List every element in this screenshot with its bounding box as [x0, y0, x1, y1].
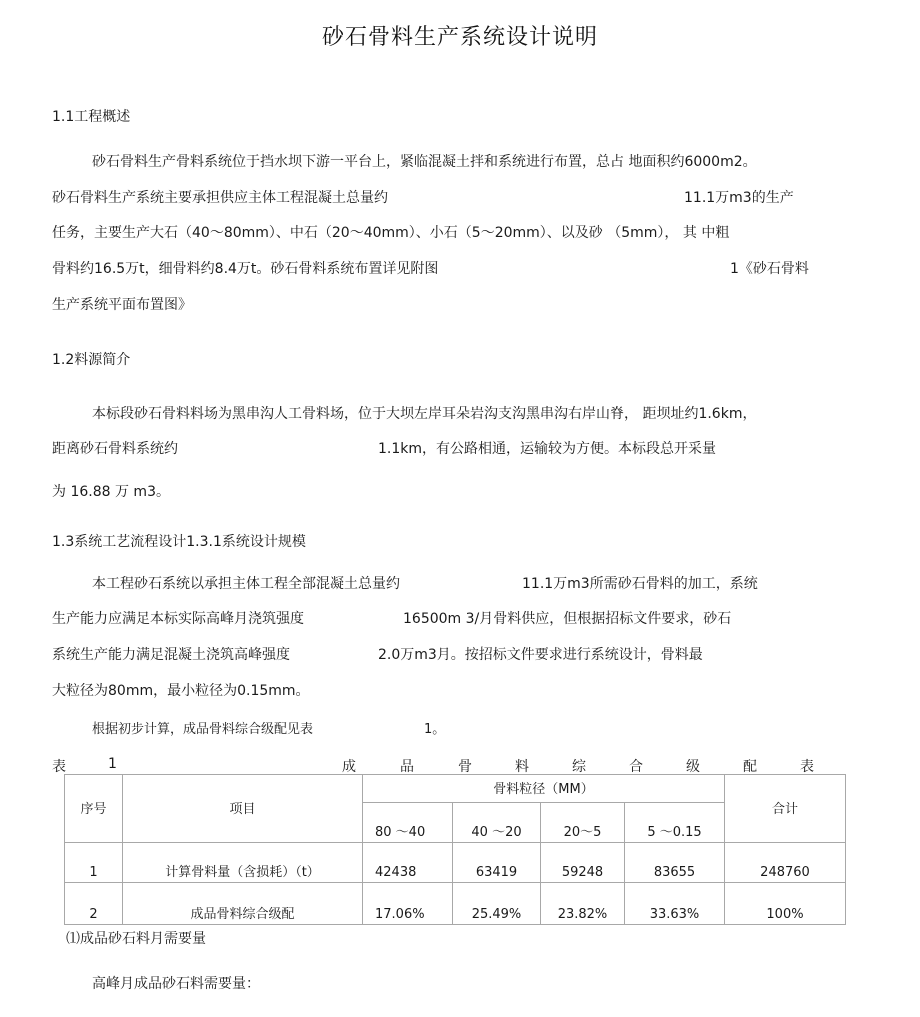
caption-char: 综 — [572, 759, 586, 775]
cell-value: 23.82% — [541, 883, 625, 925]
paragraph-line: 2.0万m3月。按招标文件要求进行系统设计，骨料最 — [378, 647, 703, 663]
table-caption — [0, 756, 920, 776]
paragraph-line: 根据初步计算，成品骨料综合级配见表 — [92, 722, 314, 737]
paragraph-line: 1.1km，有公路相通，运输较为方便。本标段总开采量 — [378, 441, 717, 457]
cell-seq: 2 — [65, 883, 123, 925]
cell-value: 42438 — [363, 843, 453, 883]
caption-char: 配 — [743, 759, 757, 775]
caption-char: 成 — [342, 759, 356, 775]
cell-total: 248760 — [725, 843, 846, 883]
caption-number: 1 — [108, 756, 117, 772]
paragraph-line: 距离砂石骨料系统约 — [52, 441, 178, 457]
paragraph-line: 1《砂石骨料 — [730, 261, 809, 277]
table-row — [65, 843, 846, 883]
cell-value: 17.06% — [363, 883, 453, 925]
header-size: 5 ～0.15 — [625, 803, 725, 843]
paragraph-line: 生产系统平面布置图》 — [52, 297, 192, 313]
header-size: 40 ～20 — [453, 803, 541, 843]
caption-char: 料 — [515, 759, 529, 775]
paragraph-line: 高峰月成品砂石料需要量： — [92, 976, 260, 992]
paragraph-line: 砂石骨料生产骨料系统位于挡水坝下游一平台上，紧临混凝土拌和系统进行布置，总占 地面积约6000m2。 — [92, 154, 757, 170]
cell-total: 100% — [725, 883, 846, 925]
header-size: 80 ～40 — [363, 803, 453, 843]
cell-value: 83655 — [625, 843, 725, 883]
cell-seq: 1 — [65, 843, 123, 883]
caption-char: 骨 — [458, 759, 472, 775]
document-title: 砂石骨料生产系统设计说明 — [321, 25, 598, 50]
caption-char: 合 — [629, 759, 643, 775]
paragraph-line: 本标段砂石骨料料场为黑串沟人工骨料场，位于大坝左岸耳朵岩沟支沟黑串沟右岸山脊， 距坝址约1.6km， — [92, 406, 757, 422]
cell-item: 计算骨料量（含损耗）（t） — [123, 843, 363, 883]
paragraph-line: 11.1万m3所需砂石骨料的加工，系统 — [522, 576, 758, 592]
section-heading-1-2: 1.2料源简介 — [52, 352, 131, 368]
header-size: 20～5 — [541, 803, 625, 843]
cell-value: 33.63% — [625, 883, 725, 925]
header-total: 合计 — [725, 775, 846, 843]
gradation-table — [64, 774, 846, 925]
paragraph-line: 本工程砂石系统以承担主体工程全部混凝土总量约 — [92, 576, 400, 592]
paragraph-line: 骨料约16.5万t，细骨料约8.4万t。砂石骨料系统布置详见附图 — [52, 261, 439, 277]
cell-value: 59248 — [541, 843, 625, 883]
paragraph-line: 11.1万m3的生产 — [684, 190, 794, 206]
section-heading-1-1: 1.1工程概述 — [52, 109, 131, 125]
paragraph-line: 16500m 3/月骨料供应，但根据招标文件要求，砂石 — [403, 611, 732, 627]
header-seq: 序号 — [65, 775, 123, 843]
caption-char: 品 — [400, 759, 414, 775]
table-row — [65, 883, 846, 925]
paragraph-line: 系统生产能力满足混凝土浇筑高峰强度 — [52, 647, 290, 663]
caption-char: 级 — [686, 759, 700, 775]
caption-char: 表 — [800, 759, 814, 775]
subsection-heading: ⑴成品砂石料月需要量 — [66, 931, 206, 947]
paragraph-line: 任务，主要生产大石（40～80mm）、中石（20～40mm）、小石（5～20mm）、以及砂 （5mm）， 其 中粗 — [52, 225, 730, 241]
header-size-group: 骨料粒径（MM） — [363, 775, 725, 803]
cell-value: 25.49% — [453, 883, 541, 925]
caption-label: 表 — [52, 759, 66, 775]
paragraph-line: 1。 — [424, 722, 446, 737]
paragraph-line: 大粒径为80mm，最小粒径为0.15mm。 — [52, 683, 310, 699]
paragraph-line: 生产能力应满足本标实际高峰月浇筑强度 — [52, 611, 304, 627]
paragraph-line: 为 16.88 万 m3。 — [52, 484, 170, 500]
cell-item: 成品骨料综合级配 — [123, 883, 363, 925]
cell-value: 63419 — [453, 843, 541, 883]
header-item: 项目 — [123, 775, 363, 843]
paragraph-line: 砂石骨料生产系统主要承担供应主体工程混凝土总量约 — [52, 190, 388, 206]
table-header-row — [65, 775, 846, 803]
section-heading-1-3: 1.3系统工艺流程设计1.3.1系统设计规模 — [52, 534, 306, 550]
